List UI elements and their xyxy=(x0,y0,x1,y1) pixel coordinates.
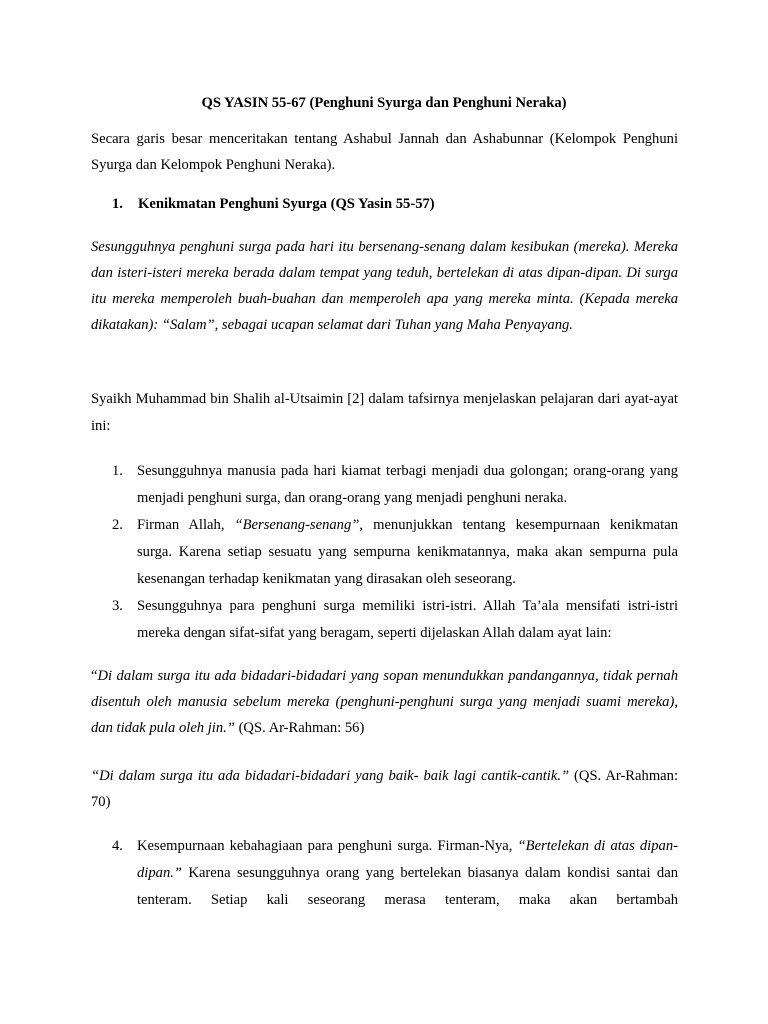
verse-translation-text: Sesungguhnya penghuni surga pada hari itu bersenang-senang dalam kesibukan (mereka). Mereka dan isteri-isteri mereka berada dalam tempat yang teduh, bertelekan di atas dipan-dipan. Di surga itu mereka memperoleh buah-buahan dan memperoleh apa yang mereka minta. (Kepada mereka dikatakan): “Salam”, sebagai ucapan selamat dari Tuhan yang Maha Penyayang. xyxy=(91,239,678,333)
quote-open-mark: “ xyxy=(91,668,98,684)
lesson-text: Sesungguhnya para penghuni surga memiliki istri-istri. Allah Ta’ala mensifati istri-istri mereka dengan sifat-sifat yang beragam, seperti dijelaskan Allah dalam ayat lain: xyxy=(137,598,678,641)
quote-text: “Di dalam surga itu ada bidadari-bidadari yang baik- baik lagi cantik-cantik.” xyxy=(91,768,570,784)
lesson-item-2 xyxy=(112,512,678,593)
lesson-number: 2. xyxy=(112,517,123,533)
lesson-item-1 xyxy=(112,458,678,512)
lesson-text xyxy=(137,833,678,914)
lesson-number: 3. xyxy=(112,598,123,614)
section-heading xyxy=(112,193,435,215)
quote-citation: (QS. Ar-Rahman: 56) xyxy=(234,720,365,736)
quote-rahman-70 xyxy=(91,763,678,815)
quote-text: Di dalam surga itu ada bidadari-bidadari yang sopan menundukkan pandangannya, tidak pernah disentuh oleh manusia sebelum mereka (penghuni-penghuni surga yang menjadi suami mereka), dan tidak pula oleh jin.” xyxy=(91,668,678,736)
lesson-number: 4. xyxy=(112,838,123,854)
intro-paragraph: Secara garis besar menceritakan tentang Ashabul Jannah dan Ashabunnar (Kelompok Penghuni Syurga dan Kelompok Penghuni Neraka). xyxy=(91,131,678,173)
verse-translation xyxy=(91,234,678,338)
section-heading-text: Kenikmatan Penghuni Syurga (QS Yasin 55-57) xyxy=(138,196,435,212)
lesson-text-after: menunjukkan tentang kesempurnaan kenikmatan surga. Karena setiap sesuatu yang sempurna kenikmatannya, maka akan sempurna pula kesenangan terhadap kenikmatan yang dirasakan oleh seseorang. xyxy=(137,517,678,587)
commentary-intro: Syaikh Muhammad bin Shalih al-Utsaimin [2] dalam tafsirnya menjelaskan pelajaran dari ayat-ayat ini: xyxy=(91,391,678,434)
lesson-text: Sesungguhnya manusia pada hari kiamat terbagi menjadi dua golongan; orang-orang yang menjadi penghuni surga, dan orang-orang yang menjadi penghuni neraka. xyxy=(137,463,678,506)
quote-rahman-56 xyxy=(91,663,678,741)
lesson-text-before: Kesempurnaan kebahagiaan para penghuni surga. Firman-Nya, xyxy=(137,838,518,854)
document-title: QS YASIN 55-67 (Penghuni Syurga dan Penghuni Neraka) xyxy=(201,95,567,111)
lesson-text-before: Firman Allah, xyxy=(137,517,235,533)
lesson-text-after: Karena sesungguhnya orang yang bertelekan biasanya dalam kondisi santai dan tenteram. Setiap kali seseorang merasa tenteram, maka akan bertambah xyxy=(137,865,678,908)
lesson-number: 1. xyxy=(112,463,123,479)
lesson-quote: “Bersenang-senang”, xyxy=(234,517,364,533)
lesson-quote: “Bertelekan di atas dipan-dipan.” xyxy=(137,838,678,881)
lesson-item-4 xyxy=(112,833,678,914)
lesson-item-3 xyxy=(112,593,678,647)
quote-citation: (QS. Ar-Rahman: 70) xyxy=(91,768,678,810)
lesson-text xyxy=(137,512,678,593)
section-number: 1. xyxy=(112,196,123,212)
